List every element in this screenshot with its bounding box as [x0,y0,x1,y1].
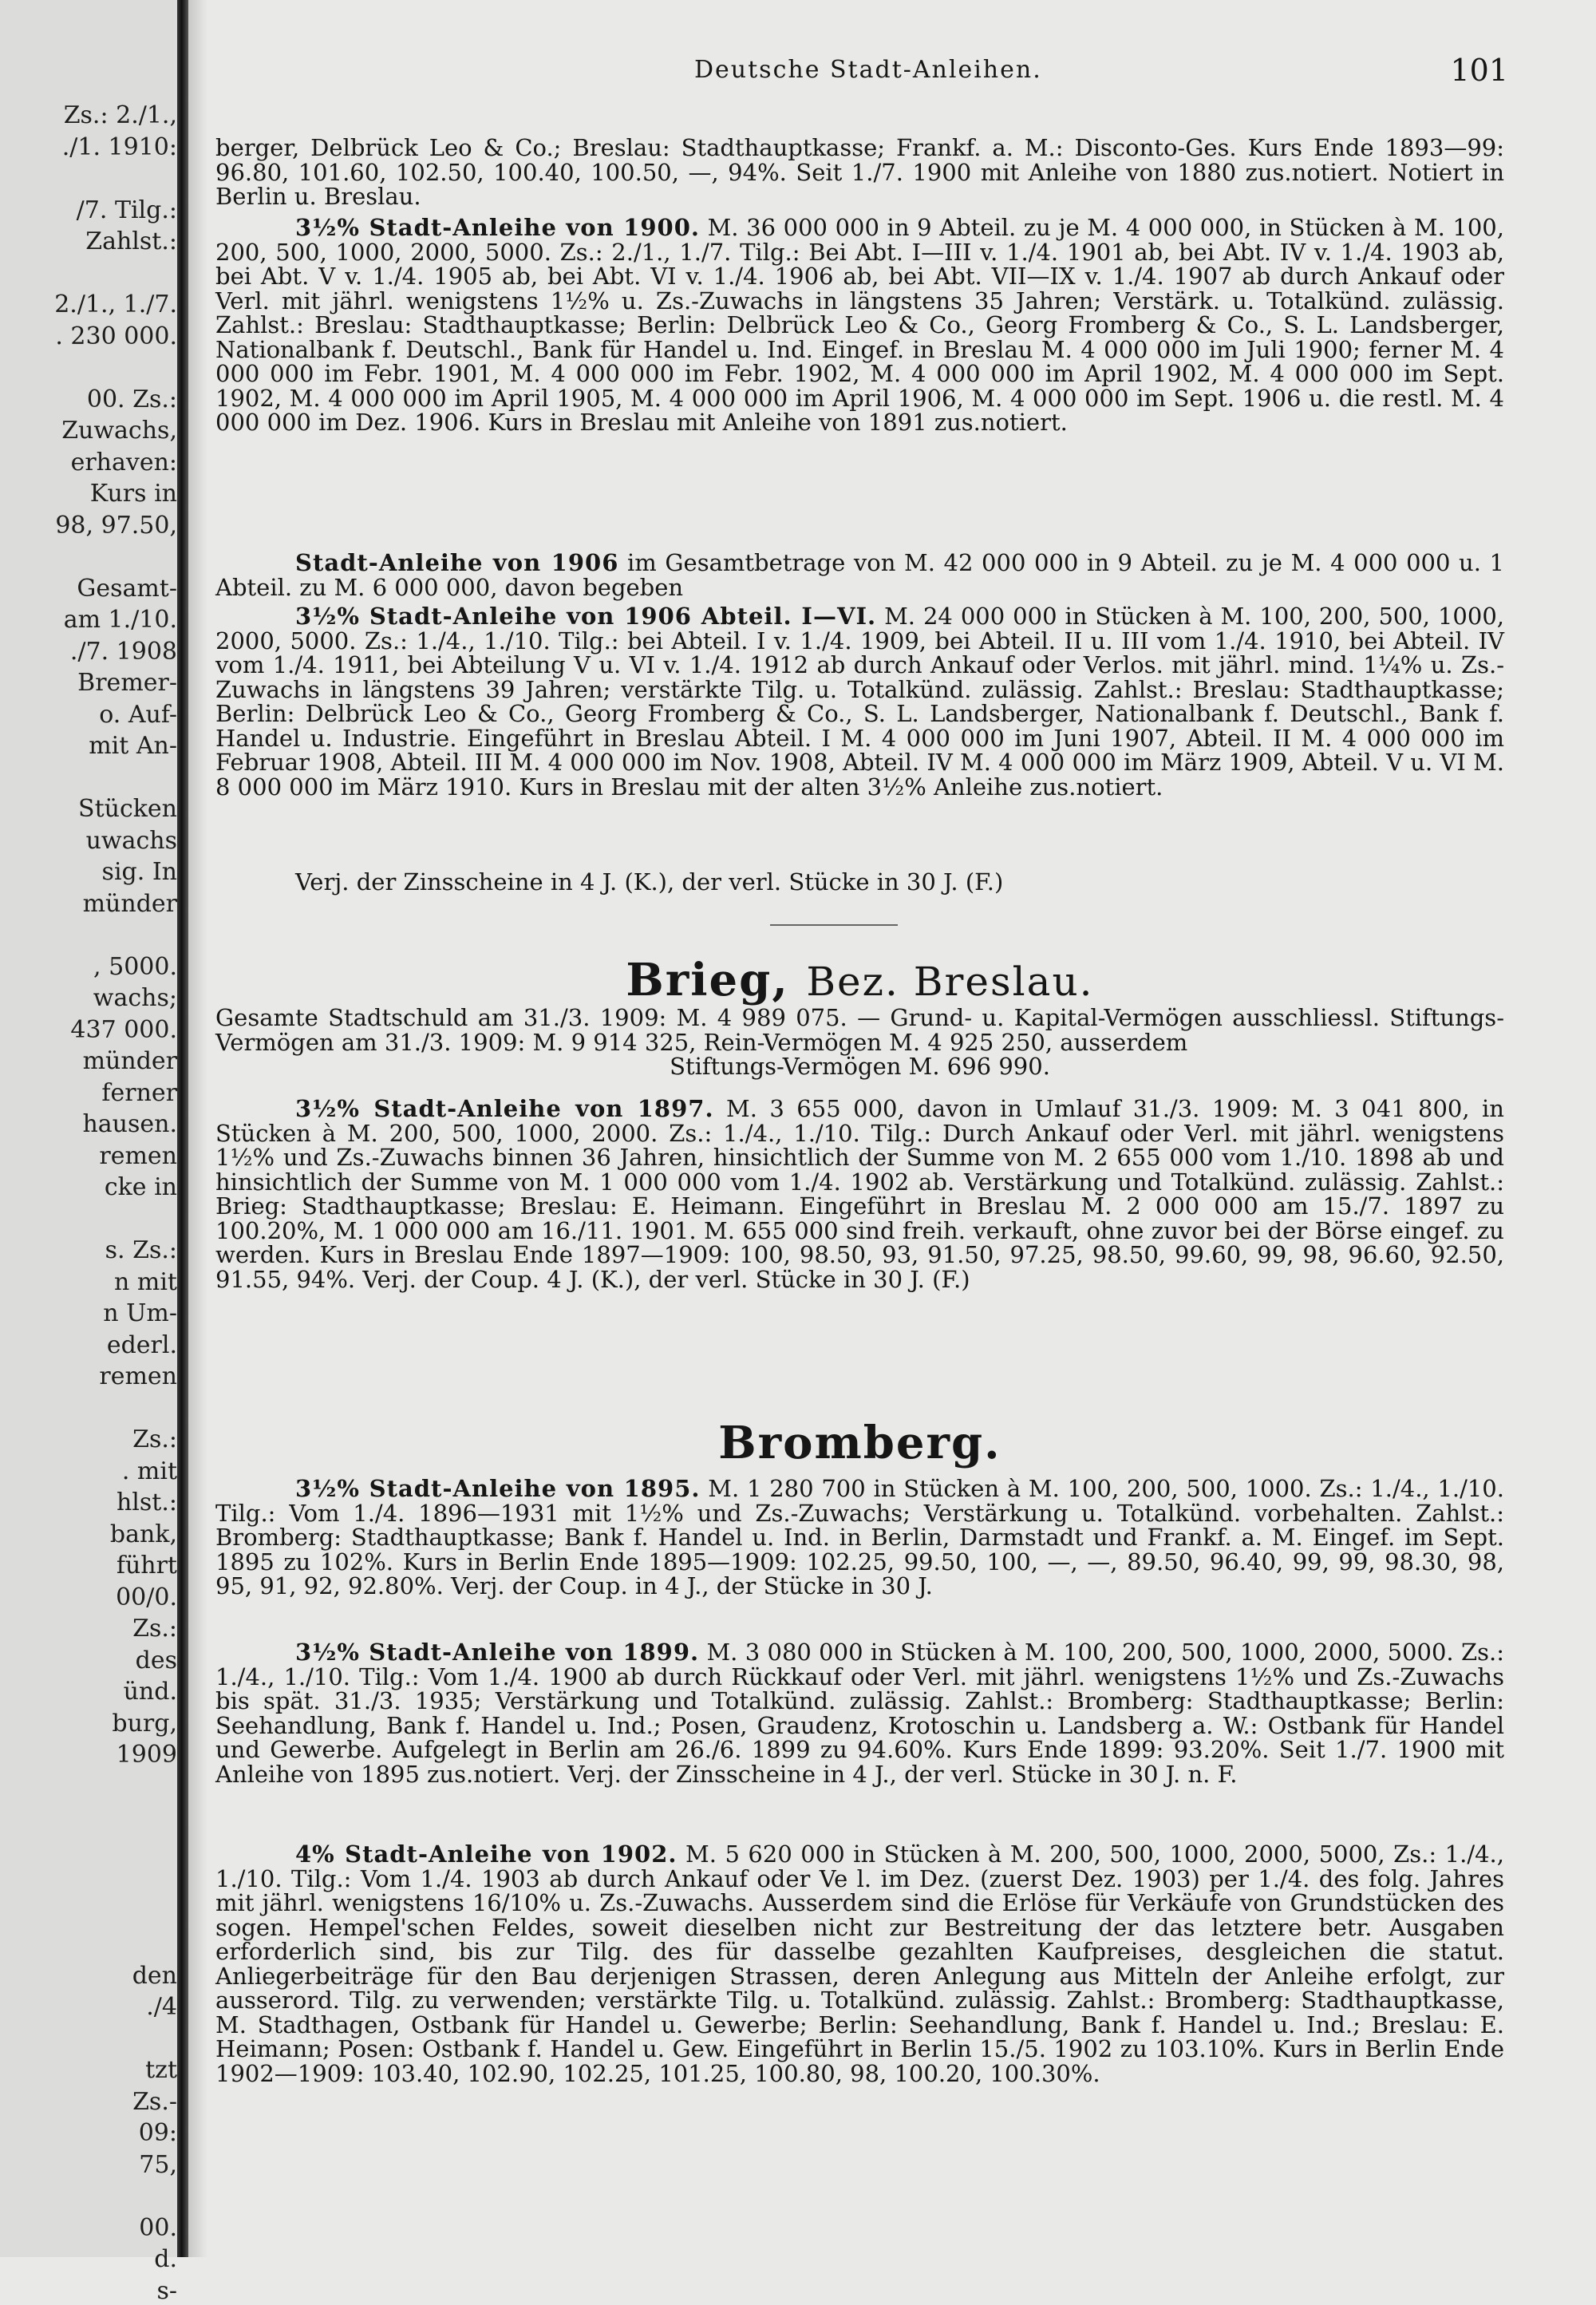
anleihe-heading: 4% Stadt-Anleihe von 1902. [295,1840,678,1868]
book-gutter [177,0,188,2257]
left-page-fragment: s- [156,2276,177,2305]
left-page-fragment: 00/0. [116,1583,177,1611]
left-page-fragment: o. Auf- [99,700,177,729]
gutter-shadow [188,0,207,2257]
left-page-fragment: 1909 [116,1741,177,1769]
left-page-fragment: ederl. [106,1330,177,1359]
anleihe-text: M. 36 000 000 in 9 Abteil. zu je M. 4 000 000, in Stücken à M. 100, 200, 500, 1000, 2000, 5000. Zs.: 2./1., 1./7. Tilg.: Bei Abt. I—III v. 1./4. 1901 ab, bei Abt. IV v. 1./4. 1903 ab, bei Abt. V v. 1./4. 1905 ab, bei Abt. VI v. 1./4. 1906 ab, bei Abt. VII—IX v. 1./4. 1907 ab durch Ankauf oder Verl. mit jährl. wenigstens 1½% u. Zs.-Zuwachs in längstens 35 Jahren; Verstärk. u. Totalkünd. zulässig. Zahlst.: Breslau: Stadthauptkasse; Berlin: Delbrück Leo & Co., Georg Fromberg & Co., S. L. Landsberger, Nationalbank f. Deutschl., Bank für Handel u. Ind. Eingef. in Breslau M. 4 000 000 im Juli 1900; ferner M. 4 000 000 im Febr. 1901, M. 4 000 000 im Febr. 1902, M. 4 000 000 im April 1902, M. 4 000 000 im Sept. 1902, M. 4 000 000 im April 1905, M. 4 000 000 im April 1906, M. 4 000 000 im Sept. 1906 u. die restl. M. 4 000 000 im Dez. 1906. Kurs in Breslau mit Anleihe von 1891 zus.notiert. [215,214,1504,436]
left-page-fragment: hlst.: [116,1489,177,1516]
brieg-stiftungsvermoegen: Stiftungs-Vermögen M. 696 990. [670,1053,1050,1080]
bromberg-anleihe-1899 [215,1640,1504,1786]
left-page-fragment: remen [99,1141,177,1170]
left-page-fragment: cke in [104,1173,177,1201]
anleihe-text: M. 1 280 700 in Stücken à M. 100, 200, 500, 1000. Zs.: 1./4., 1./10. Tilg.: Vom 1./4. 1896—1931 mit 1½% und Zs.-Zuwachs; Verstärkung u. Totalkünd. vorbehalten. Zahlst.: Bromberg: Stadthauptkasse; Bank f. Handel u. Ind. in Berlin, Darmstadt und Frankf. a. M. Eingef. im Sept. 1895 zu 102%. Kurs in Berlin Ende 1895—1909: 102.25, 99.50, 100, —, —, 89.50, 96.40, 99, 99, 98.30, 98, 95, 91, 92, 92.80%. Verj. der Coup. in 4 J., der Stücke in 30 J. [215,1475,1504,1599]
anleihe-heading: 3½% Stadt-Anleihe von 1895. [295,1475,701,1502]
left-page-fragment: /7. Tilg.: [76,196,177,224]
left-page-fragment: Kurs in [89,480,177,508]
left-page-fragment: 09: [138,2119,177,2147]
left-page-fragment: , 5000. [93,952,177,981]
anleihe-heading: Stadt-Anleihe von 1906 [295,549,619,576]
anleihe-heading: 3½% Stadt-Anleihe von 1900. [295,214,700,241]
city-heading-bromberg: Bromberg. [718,1417,1001,1469]
anleihe-heading: 3½% Stadt-Anleihe von 1899. [295,1639,700,1666]
breslau-anleihe-1906 [215,551,1504,599]
left-page-fragment: führt [116,1552,177,1579]
left-page-fragment: sig. In [101,858,177,886]
left-page-fragment: . 230 000. [55,322,177,350]
left-page-fragment: Zs.: [132,1615,177,1643]
brieg-anleihe-1897 [215,1097,1504,1291]
left-page-fragment: d. [154,2245,177,2273]
left-page-fragment: 437 000. [70,1015,177,1044]
breslau-continuation: berger, Delbrück Leo & Co.; Breslau: Stadthauptkasse; Frankf. a. M.: Disconto-Ges. Kurs Ende 1893—99: 96.80, 101.60, 102.50, 100.40, 100.50, —, 94%. Seit 1./7. 1900 mit Anleihe von 1880 zus.notiert. Notiert in Berlin u. Breslau. [215,134,1504,210]
brieg-stadtschuld: Gesamte Stadtschuld am 31./3. 1909: M. 4 989 075. — Grund- u. Kapital-Vermögen ausschliessl. Stiftungs-Vermögen am 31./3. 1909: M. 9 914 325, Rein-Vermögen M. 4 925 250, ausserdem [215,1004,1504,1056]
breslau-anleihe-1900 [215,215,1504,435]
bromberg-anleihe-1902 [215,1842,1504,2086]
bromberg-anleihe-1895 [215,1477,1504,1599]
anleihe-text: M. 3 080 000 in Stücken à M. 100, 200, 500, 1000, 2000, 5000. Zs.: 1./4., 1./10. Tilg.: Vom 1./4. 1900 ab durch Rückkauf oder Verl. mit jährl. wenigstens 1½% und Zs.-Zuwachs bis spät. 31./3. 1935; Verstärkung und Totalkünd. zulässig. Zahlst.: Bromberg: Stadthauptkasse; Berlin: Seehandlung, Bank f. Handel u. Ind.; Posen, Graudenz, Krotoschin u. Landsberg a. W.: Ostbank für Handel und Gewerbe. Aufgelegt in Berlin am 26./6. 1899 zu 94.60%. Kurs Ende 1899: 93.20%. Seit 1./7. 1900 mit Anleihe von 1895 zus.notiert. Verj. der Zinsscheine in 4 J., der verl. Stücke in 30 J. n. F. [215,1639,1504,1788]
left-page-fragment: n Um- [103,1299,177,1327]
left-page-fragment: . mit [121,1457,177,1485]
left-page-fragment: uwachs [85,826,177,855]
running-title: Deutsche Stadt-Anleihen. [694,56,1042,84]
anleihe-text: M. 3 655 000, davon in Umlauf 31./3. 1909: M. 3 041 800, in Stücken à M. 200, 500, 1000, 2000. Zs.: 1./4., 1./10. Tilg.: Durch Ankauf oder Verl. mit jährl. wenigstens 1½% und Zs.-Zuwachs binnen 36 Jahren, hinsichtlich der Summe von M. 2 655 000 vom 1./10. 1898 ab und hinsichtlich der Summe von M. 1 000 000 vom 1./4. 1902 ab. Verstärkung und Totalkünd. zulässig. Zahlst.: Brieg: Stadthauptkasse; Breslau: E. Heimann. Eingeführt in Breslau M. 2 000 000 am 15./7. 1897 zu 100.20%, M. 1 000 000 am 16./11. 1901. M. 655 000 sind freih. verkauft, ohne zuvor bei der Börse eingef. zu werden. Kurs in Breslau Ende 1897—1909: 100, 98.50, 93, 91.50, 97.25, 98.50, 99.60, 99, 98, 96.60, 92.50, 91.55, 94%. Verj. der Coup. 4 J. (K.), der verl. Stücke in 30 J. (F.) [215,1095,1504,1293]
city-district: Bez. Breslau. [806,959,1094,1005]
left-page-fragment: mit An- [89,732,177,760]
left-page-fragment: bank, [109,1520,177,1548]
anleihe-text: M. 5 620 000 in Stücken à M. 200, 500, 1000, 2000, 5000, Zs.: 1./4., 1./10. Tilg.: Vom 1./4. 1903 ab durch Ankauf oder Ve l. im Dez. (zuerst Dez. 1903) per 1./4. des folg. Jahres mit jährl. wenigstens 16/10% u. Zs.-Zuwachs. Ausserdem sind die Erlöse für Verkäufe von Grundstücken des sogen. Hempel'schen Feldes, soweit dieselben nicht zur Bestreitung der das letztere betr. Ausgaben erforderlich sind, bis zur Tilg. des für dasselbe gezahlten Kaufpreises, desgleichen die statut. Anliegerbeiträge für den Bau derjenigen Strassen, deren Anlegung aus Mitteln der Anleihe erfolgt, zur ausserord. Tilg. zu verwenden; verstärkte Tilg. u. Totalkünd. zulässig. Zahlst.: Bromberg: Stadthauptkasse, M. Stadthagen, Ostbank für Handel u. Gewerbe; Berlin: Seehandlung, Bank f. Handel u. Ind.; Breslau: E. Heimann; Posen: Ostbank f. Handel u. Gew. Eingeführt in Berlin 15./5. 1902 zu 103.10%. Kurs in Berlin Ende 1902—1909: 103.40, 102.90, 102.25, 101.25, 100.80, 98, 100.20, 100.30%. [215,1840,1504,2087]
left-page-fragment: s. Zs.: [105,1236,177,1264]
left-page-fragment: 98, 97.50, [55,511,177,540]
left-page-fragment: Bremer- [77,669,177,697]
anleihe-text: im Gesamtbetrage von M. 42 000 000 in 9 Abteil. zu je M. 4 000 000 u. 1 Abteil. zu M. 6 000 000, davon begeben [215,549,1505,601]
anleihe-heading: 3½% Stadt-Anleihe von 1906 Abteil. I—VI. [295,603,877,630]
left-page-fragment: ./4 [146,1993,177,2021]
page-number: 101 [1450,53,1508,88]
left-page-fragment: ferner [101,1078,177,1107]
left-page-fragment: Gesamt- [77,574,177,603]
left-facing-page [0,0,182,2305]
left-page-fragment: am 1./10. [63,606,177,634]
left-page-fragment: ./7. 1908 [69,637,177,666]
left-page-fragment: tzt [145,2056,177,2084]
left-page-fragment: Zuwachs, [61,417,177,445]
city-heading-brieg [215,954,1504,1006]
left-page-fragment: 2./1., 1./7. [54,291,177,318]
left-page-fragment: Zs.- [132,2087,177,2116]
left-page-fragment: Zs.: [132,1425,177,1453]
city-name: Brieg, [626,954,789,1006]
left-page-fragment: 75, [139,2150,177,2179]
left-page-fragment: burg, [112,1709,177,1738]
left-page-fragment: münder [82,1047,177,1075]
section-divider [770,924,898,926]
breslau-verjaehrung: Verj. der Zinsscheine in 4 J. (K.), der verl. Stücke in 30 J. (F.) [295,868,1004,896]
left-page-fragment: münder [82,889,177,918]
anleihe-text: M. 24 000 000 in Stücken à M. 100, 200, 500, 1000, 2000, 5000. Zs.: 1./4., 1./10. Tilg.: bei Abteil. I v. 1./4. 1909, bei Abteil. II u. III vom 1./4. 1910, bei Abteil. IV vom 1./4. 1911, bei Abteilung V u. VI v. 1./4. 1912 ab durch Ankauf oder Verlos. mit jährl. mind. 1¼% u. Zs.-Zuwachs in längstens 39 Jahren; verstärkte Tilg. u. Totalkünd. zulässig. Zahlst.: Breslau: Stadthauptkasse; Berlin: Delbrück Leo & Co., Georg Fromberg & Co., S. L. Landsberger, Nationalbank f. Deutschl., Bank f. Handel u. Industrie. Eingeführt in Breslau Abteil. I M. 4 000 000 im Juni 1907, Abteil. II M. 4 000 000 im Februar 1908, Abteil. III M. 4 000 000 im Nov. 1908, Abteil. IV M. 4 000 000 im März 1909, Abteil. V u. VI M. 8 000 000 im März 1910. Kurs in Breslau mit der alten 3½% Anleihe zus.notiert. [215,603,1504,801]
breslau-anleihe-1906-abteil [215,604,1504,799]
left-page-fragment: Zs.: 2./1., [63,101,177,129]
left-page-fragment: 00. Zs.: [86,385,177,413]
left-page-fragment: Zahlst.: [85,227,177,255]
left-page-fragment: n mit [114,1267,177,1296]
anleihe-heading: 3½% Stadt-Anleihe von 1897. [295,1095,714,1122]
left-page-fragment: ünd. [123,1678,177,1706]
left-page-fragment: 00. [139,2213,177,2242]
left-page-fragment: des [135,1646,177,1674]
left-page-fragment: remen [99,1362,177,1390]
left-page-fragment: hausen. [82,1110,177,1138]
left-page-fragment: erhaven: [70,448,177,476]
left-page-fragment: den [132,1961,177,1990]
left-page-fragment: ./1. 1910: [61,132,177,161]
left-page-fragment: Stücken [78,795,177,823]
left-page-fragment: wachs; [93,984,177,1012]
